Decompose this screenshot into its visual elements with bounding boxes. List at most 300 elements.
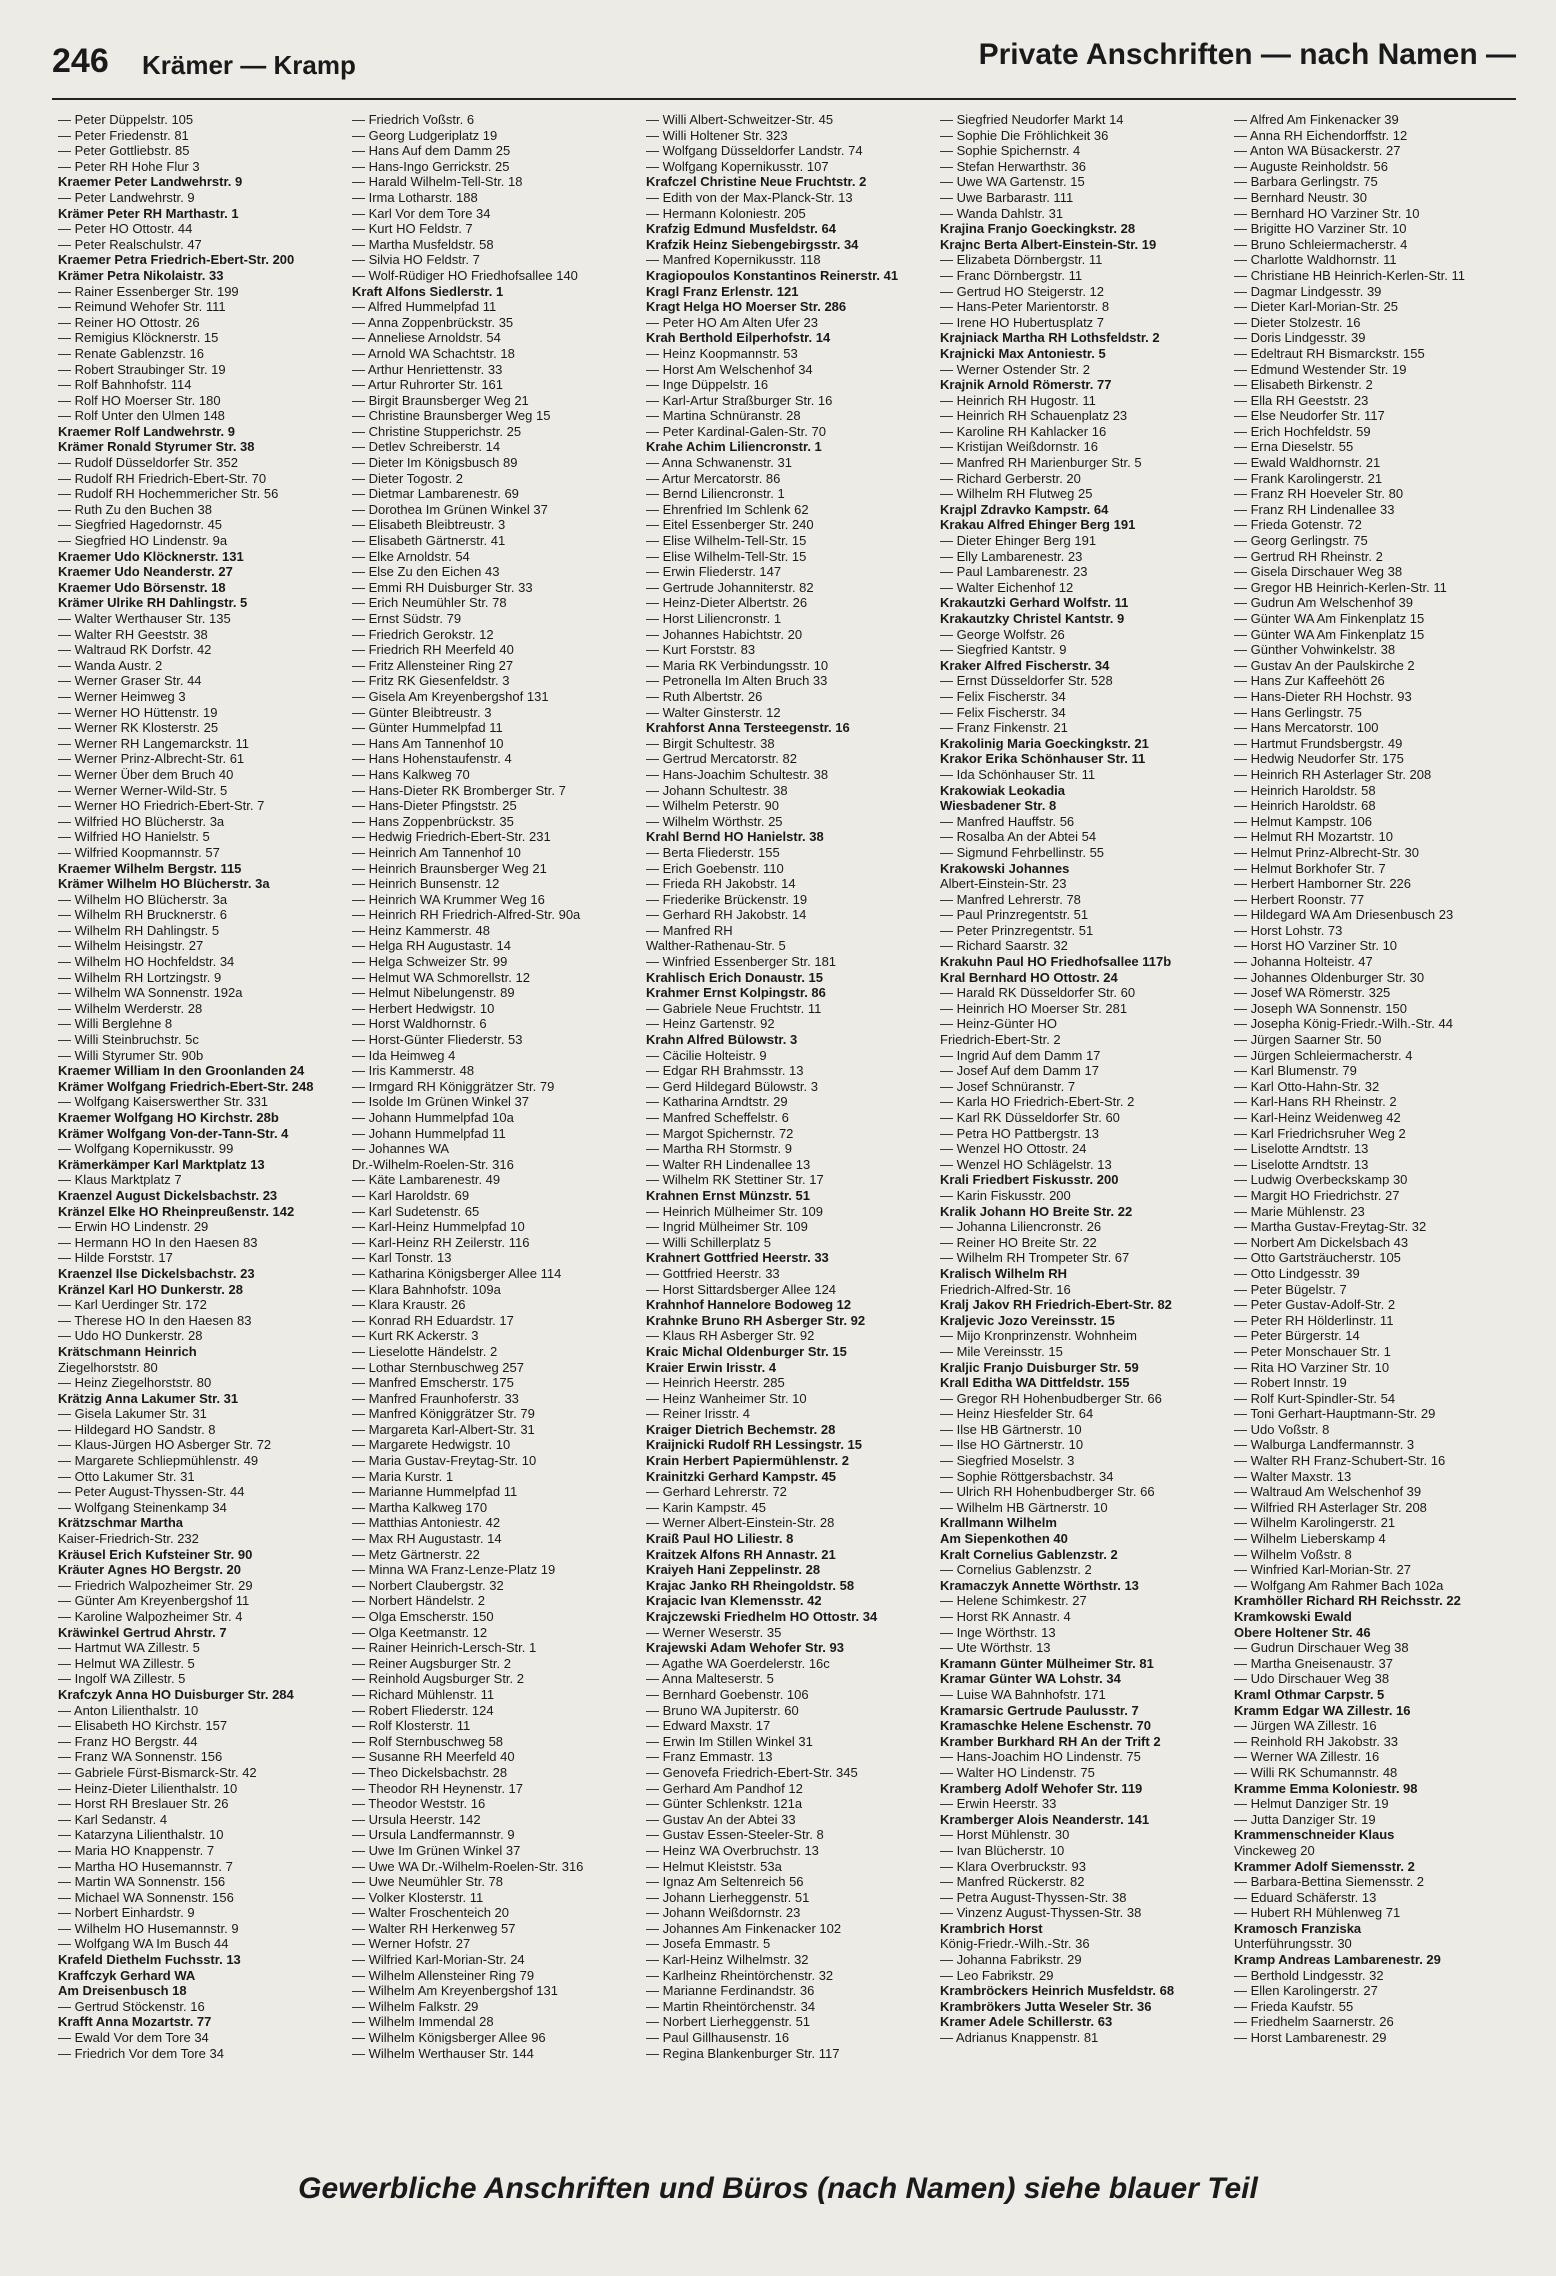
listing-entry: — Gudrun Am Welschenhof 39	[1234, 595, 1413, 611]
listing-entry: — Ludwig Overbeckskamp 30	[1234, 1172, 1408, 1188]
listing-entry: — Ehrenfried Im Schlenk 62	[646, 501, 809, 517]
listing-entry: Kragiopoulos Konstantinos Reinerstr. 41	[646, 267, 899, 283]
listing-entry: — Winfried Essenberger Str. 181	[646, 954, 837, 970]
listing-entry: — Paul Prinzregentstr. 51	[940, 907, 1089, 923]
listing-entry: — Dieter Stolzestr. 16	[1234, 314, 1361, 330]
listing-entry: — Wilhelm Falkstr. 29	[352, 1998, 479, 2014]
listing-entry: — Detlev Schreiberstr. 14	[352, 439, 501, 455]
listing-entry: — Wenzel HO Ottostr. 24	[940, 1141, 1087, 1157]
listing-entry: — Norbert Lierheggenstr. 51	[646, 2014, 811, 2030]
listing-entry: — Dorothea Im Grünen Winkel 37	[352, 501, 548, 517]
listing-entry: — Eduard Schäferstr. 13	[1234, 1889, 1377, 1905]
listing-entry: — Edith von der Max-Planck-Str. 13	[646, 189, 853, 205]
listing-entry: — Kristijan Weißdornstr. 16	[940, 439, 1098, 455]
listing-entry: Kral Bernhard HO Ottostr. 24	[940, 969, 1118, 985]
listing-entry: — Michael WA Sonnenstr. 156	[58, 1889, 234, 1905]
listing-entry: Kramkowski Ewald	[1234, 1609, 1352, 1624]
listing-entry: — Willi Holtener Str. 323	[646, 127, 788, 143]
listing-entry: — Hans Am Tannenhof 10	[352, 735, 504, 751]
listing-entry: Friedrich-Ebert-Str. 2	[940, 1032, 1061, 1048]
listing-entry: — Artur Ruhrorter Str. 161	[352, 377, 504, 393]
listing-entry: — Martha Gustav-Freytag-Str. 32	[1234, 1219, 1427, 1235]
listing-entry: — Gabriele Fürst-Bismarck-Str. 42	[58, 1764, 257, 1780]
listing-entry: — Heinrich Haroldstr. 58	[1234, 782, 1376, 798]
listing-entry: Kraml Othmar Carpstr. 5	[1234, 1686, 1385, 1702]
listing-entry: Krain Herbert Papiermühlenstr. 2	[646, 1453, 850, 1469]
listing-entry: — Heinrich WA Krummer Weg 16	[352, 891, 545, 907]
listing-entry: — Ella RH Geeststr. 23	[1234, 392, 1369, 408]
listing-entry: — Karl Sudetenstr. 65	[352, 1203, 480, 1219]
listing-entry: — Stefan Herwarthstr. 36	[940, 158, 1086, 174]
listing-entry: — Ingrid Mülheimer Str. 109	[646, 1219, 808, 1235]
listing-entry: Krafczyk Anna HO Duisburger Str. 284	[58, 1686, 294, 1702]
listing-entry: Kramp Andreas Lambarenestr. 29	[1234, 1952, 1441, 1968]
listing-entry: — Horst Sittardsberger Allee 124	[646, 1281, 837, 1297]
listing-entry: — Werner Prinz-Albrecht-Str. 61	[58, 751, 245, 767]
listing-entry: Kramm Edgar WA Zillestr. 16	[1234, 1702, 1411, 1718]
listing-entry: Krajnik Arnold Römerstr. 77	[940, 377, 1112, 393]
listing-entry: — Karl Sedanstr. 4	[58, 1811, 168, 1827]
listing-entry: — Johann Weißdornstr. 23	[646, 1905, 801, 1921]
listing-entry: — Rolf Klosterstr. 11	[352, 1718, 471, 1734]
listing-entry: — Helmut Nibelungenstr. 89	[352, 985, 515, 1001]
listing-entry: Krafeld Diethelm Fuchsstr. 13	[58, 1952, 241, 1968]
listing-entry: — Heinrich Haroldstr. 68	[1234, 798, 1376, 814]
listing-entry: — Heinrich RH Schauenplatz 23	[940, 408, 1128, 424]
listing-entry: — Irma Lotharstr. 188	[352, 189, 478, 205]
listing-entry: — Wilhelm Werderstr. 28	[58, 1000, 203, 1016]
listing-entry: — Uwe WA Dr.-Wilhelm-Roelen-Str. 316	[352, 1858, 584, 1874]
listing-entry: — Wilhelm Wörthstr. 25	[646, 813, 783, 829]
listing-entry: — Ilse HB Gärtnerstr. 10	[940, 1421, 1082, 1437]
listing-entry: Krätzig Anna Lakumer Str. 31	[58, 1390, 239, 1406]
listing-entry: — Klaus RH Asberger Str. 92	[646, 1328, 815, 1344]
listing-entry: Krämer Petra Nikolaistr. 33	[58, 267, 224, 283]
listing-entry: — Isolde Im Grünen Winkel 37	[352, 1094, 530, 1110]
listing-entry: Kraenzel August Dickelsbachstr. 23	[58, 1187, 278, 1203]
listing-entry: Unterführungsstr. 30	[1234, 1936, 1352, 1952]
listing-entry: — Jürgen Schleiermacherstr. 4	[1234, 1047, 1413, 1063]
listing-entry: Kraffczyk Gerhard WA	[58, 1967, 196, 1983]
listing-entry: — Hans Zur Kaffeehött 26	[1234, 673, 1385, 689]
listing-entry: Am Dreisenbusch 18	[58, 1983, 187, 1999]
listing-entry: — Peter Monschauer Str. 1	[1234, 1343, 1391, 1359]
listing-entry: — Luise WA Bahnhofstr. 171	[940, 1686, 1106, 1702]
listing-entry: — Peter Landwehrstr. 9	[58, 189, 195, 205]
listing-entry: — Martha Kalkweg 170	[352, 1499, 488, 1515]
listing-entry: — Werner Hofstr. 27	[352, 1936, 471, 1952]
listing-entry: — Werner RH Langemarckstr. 11	[58, 735, 249, 751]
listing-entry: Kraljic Franjo Duisburger Str. 59	[940, 1359, 1139, 1375]
listing-entry: — Marianne Hummelpfad 11	[352, 1484, 518, 1500]
listing-entry: Kraft Alfons Siedlerstr. 1	[352, 283, 504, 299]
listing-entry: Kraier Erwin Irisstr. 4	[646, 1359, 777, 1375]
listing-entry: — Martha RH Stormstr. 9	[646, 1141, 792, 1157]
listing-entry: — Käte Lambarenestr. 49	[352, 1172, 501, 1188]
listing-entry: — Elly Lambarenestr. 23	[940, 548, 1083, 564]
listing-entry: — Franz RH Lindenallee 33	[1234, 501, 1395, 517]
listing-entry: — Berta Fliederstr. 155	[646, 844, 780, 860]
listing-entry: — Lothar Sternbuschweg 257	[352, 1359, 524, 1375]
listing-entry: Krajczewski Friedhelm HO Ottostr. 34	[646, 1609, 878, 1624]
listing-entry: — Inge Wörthstr. 13	[940, 1624, 1056, 1640]
listing-entry: — Rosalba An der Abtei 54	[940, 829, 1097, 845]
listing-entry: — Gregor HB Heinrich-Kerlen-Str. 11	[1234, 579, 1447, 595]
listing-entry: — Wilhelm HB Gärtnerstr. 10	[940, 1499, 1108, 1515]
listing-entry: — Kurt HO Feldstr. 7	[352, 221, 473, 237]
listing-entry: — Günther Vohwinkelstr. 38	[1234, 642, 1396, 658]
listing-entry: — Wilhelm RH Flutweg 25	[940, 486, 1093, 502]
listing-entry: — Wilhelm Allensteiner Ring 79	[352, 1967, 535, 1983]
listing-entry: — Charlotte Waldhornstr. 11	[1234, 252, 1397, 268]
listing-entry: — Walter RH Lindenallee 13	[646, 1156, 811, 1172]
page-header	[52, 38, 1516, 100]
listing-entry: — Wilhelm Am Kreyenbergshof 131	[352, 1983, 558, 1999]
listing-entry: — Franz RH Hoeveler Str. 80	[1234, 486, 1404, 502]
listing-entry: — Helene Schimkestr. 27	[940, 1593, 1087, 1609]
listing-entry: — Siegfried Moselstr. 3	[940, 1453, 1075, 1469]
listing-entry: — Werner Graser Str. 44	[58, 673, 202, 689]
listing-entry: — Manfred Emscherstr. 175	[352, 1375, 514, 1391]
listing-entry: Krammer Adolf Siemensstr. 2	[1234, 1858, 1415, 1874]
listing-entry: — Helmut WA Schmorellstr. 12	[352, 969, 530, 985]
listing-entry: Krämer Peter RH Marthastr. 1	[58, 205, 239, 221]
footer-note: Gewerbliche Anschriften und Büros (nach Namen) siehe blauer Teil	[298, 2172, 1258, 2205]
listing-entry: Kralisch Wilhelm RH	[940, 1265, 1068, 1281]
listing-entry: — Johann Hummelpfad 11	[352, 1125, 506, 1141]
listing-entry: Kraemer Udo Klöcknerstr. 131	[58, 548, 244, 564]
listing-entry: — Bruno WA Jupiterstr. 60	[646, 1702, 799, 1718]
listing-entry: — Karl RK Düsseldorfer Str. 60	[940, 1110, 1120, 1125]
listing-entry: Am Siepenkothen 40	[940, 1531, 1068, 1547]
listing-entry: — Hermann HO In den Haesen 83	[58, 1234, 258, 1250]
listing-entry: — Karl-Hans RH Rheinstr. 2	[1234, 1094, 1397, 1110]
listing-entry: — Paul Lambarenestr. 23	[940, 564, 1088, 580]
listing-entry: — Ulrich RH Hohenbudberger Str. 66	[940, 1484, 1155, 1500]
listing-entry: — Josepha König-Friedr.-Wilh.-Str. 44	[1234, 1016, 1453, 1032]
listing-entry: — Olga Emscherstr. 150	[352, 1609, 494, 1624]
listing-entry: — Elke Arnoldstr. 54	[352, 548, 470, 564]
listing-entry: — Margarete Schliepmühlenstr. 49	[58, 1453, 259, 1469]
listing-entry: Kramar Günter WA Lohstr. 34	[940, 1671, 1121, 1687]
listing-entry: Krajewski Adam Wehofer Str. 93	[646, 1640, 844, 1656]
listing-entry: Kränzel Karl HO Dunkerstr. 28	[58, 1281, 243, 1297]
listing-entry: — Siegfried Kantstr. 9	[940, 642, 1067, 658]
listing-entry: — Wilhelm HO Blücherstr. 3a	[58, 891, 228, 907]
listing-entry: Kraiyeh Hani Zeppelinstr. 28	[646, 1562, 821, 1578]
listing-entry: — Walter Froschenteich 20	[352, 1905, 510, 1921]
listing-entry: — Hans-Dieter RH Hochstr. 93	[1234, 688, 1412, 704]
listing-entry: Krahforst Anna Tersteegenstr. 16	[646, 720, 850, 736]
listing-entry: — Hedwig Neudorfer Str. 175	[1234, 751, 1404, 767]
listing-entry: — Barbara-Bettina Siemensstr. 2	[1234, 1874, 1425, 1890]
listing-entry: — Agathe WA Goerdelerstr. 16c	[646, 1655, 830, 1671]
listing-entry: — Dieter Togostr. 2	[352, 470, 464, 486]
listing-entry: — Horst Waldhornstr. 6	[352, 1016, 487, 1032]
listing-entry: — Sophie Die Fröhlichkeit 36	[940, 127, 1109, 143]
listing-entry: — Erwin Im Stillen Winkel 31	[646, 1733, 813, 1749]
listing-entry: Kraiß Paul HO Liliestr. 8	[646, 1531, 794, 1547]
listing-entry: — Norbert Claubergstr. 32	[352, 1577, 504, 1593]
listing-entry: — Erich Goebenstr. 110	[646, 860, 784, 876]
page-number: 246	[52, 42, 109, 80]
listing-entry: — Elisabeth Bleibtreustr. 3	[352, 517, 506, 533]
listing-entry: — Reiner Irisstr. 4	[646, 1406, 751, 1422]
listing-entry: — Gisela Dirschauer Weg 38	[1234, 564, 1403, 580]
listing-columns	[58, 112, 1516, 2162]
listing-entry: — Wilhelm Königsberger Allee 96	[352, 2030, 546, 2046]
listing-entry: — Christine Stupperichstr. 25	[352, 423, 522, 439]
listing-entry: Kräuter Agnes HO Bergstr. 20	[58, 1562, 242, 1578]
listing-entry: — Manfred Königgrätzer Str. 79	[352, 1406, 535, 1422]
listing-entry: — Heinz Koopmannstr. 53	[646, 345, 798, 361]
listing-entry: — Marianne Ferdinandstr. 36	[646, 1983, 815, 1999]
column-5	[1234, 112, 1516, 2162]
listing-entry: — Artur Mercatorstr. 86	[646, 470, 781, 486]
listing-entry: Obere Holtener Str. 46	[1234, 1624, 1371, 1640]
listing-entry: — Norbert Händelstr. 2	[352, 1593, 485, 1609]
listing-entry: — Siegfried Hagedornstr. 45	[58, 517, 223, 533]
listing-entry: — Horst Lohstr. 73	[1234, 922, 1343, 938]
listing-entry: Kraemer William In den Groonlanden 24	[58, 1063, 305, 1079]
listing-entry: — George Wolfstr. 26	[940, 626, 1065, 642]
listing-entry: — Maria HO Knappenstr. 7	[58, 1842, 215, 1858]
listing-entry: Kräusel Erich Kufsteiner Str. 90	[58, 1546, 253, 1562]
listing-entry: — Franz Emmastr. 13	[646, 1749, 773, 1765]
listing-entry: — Wolfgang Kopernikusstr. 99	[58, 1141, 234, 1157]
listing-entry: Kramaczyk Annette Wörthstr. 13	[940, 1577, 1139, 1593]
listing-entry: — Olga Keetmanstr. 12	[352, 1624, 488, 1640]
listing-entry: — Marie Mühlenstr. 23	[1234, 1203, 1365, 1219]
listing-entry: — Horst RH Breslauer Str. 26	[58, 1796, 229, 1812]
listing-entry: — Konrad RH Eduardstr. 17	[352, 1312, 514, 1328]
listing-entry: — Friedrich Voßstr. 6	[352, 112, 475, 127]
listing-entry: — Gertrud Stöckenstr. 16	[58, 1998, 205, 2014]
listing-entry: — Gerd Hildegard Bülowstr. 3	[646, 1078, 818, 1094]
listing-entry: — Ursula Landfermannstr. 9	[352, 1827, 515, 1843]
listing-entry: — Katarzyna Lilienthalstr. 10	[58, 1827, 224, 1843]
listing-entry: Krahe Achim Liliencronstr. 1	[646, 439, 822, 455]
column-1	[58, 112, 340, 2162]
listing-entry: — Heinrich Am Tannenhof 10	[352, 844, 521, 860]
listing-entry: — Gertrud HO Steigerstr. 12	[940, 283, 1105, 299]
listing-entry: — Silvia HO Feldstr. 7	[352, 252, 480, 268]
listing-entry: — Sigmund Fehrbellinstr. 55	[940, 844, 1105, 860]
listing-entry: Krahnert Gottfried Heerstr. 33	[646, 1250, 829, 1266]
listing-entry: — Johanna Fabrikstr. 29	[940, 1952, 1082, 1968]
listing-entry: — Gustav An der Abtei 33	[646, 1811, 796, 1827]
listing-entry: Kramber Burkhard RH An der Trift 2	[940, 1733, 1161, 1749]
listing-entry: — Wilhelm RH Trompeter Str. 67	[940, 1250, 1130, 1266]
listing-entry: — Werner WA Zillestr. 16	[1234, 1749, 1380, 1765]
listing-entry: — Peter RH Hölderlinstr. 11	[1234, 1312, 1394, 1328]
listing-entry: — Richard Gerberstr. 20	[940, 470, 1081, 486]
listing-entry: — Klara Kraustr. 26	[352, 1297, 466, 1313]
listing-entry: — Volker Klosterstr. 11	[352, 1889, 484, 1905]
listing-entry: — Wanda Dahlstr. 31	[940, 205, 1064, 221]
listing-entry: — Friedrich Walpozheimer Str. 29	[58, 1577, 253, 1593]
listing-entry: Kraemer Petra Friedrich-Ebert-Str. 200	[58, 252, 295, 268]
listing-entry: — Leo Fabrikstr. 29	[940, 1967, 1054, 1983]
listing-entry: — Jürgen Saarner Str. 50	[1234, 1032, 1382, 1048]
listing-entry: — Katharina Königsberger Allee 114	[352, 1265, 562, 1281]
listing-entry: — Horst HO Varziner Str. 10	[1234, 938, 1398, 954]
listing-entry: — Dieter Im Königsbusch 89	[352, 455, 518, 471]
listing-entry: — Gregor RH Hohenbudberger Str. 66	[940, 1390, 1162, 1406]
listing-entry: Kramberg Adolf Wehofer Str. 119	[940, 1780, 1143, 1796]
listing-entry: — Bruno Schleiermacherstr. 4	[1234, 236, 1408, 252]
listing-entry: — Rolf Bahnhofstr. 114	[58, 377, 192, 393]
listing-entry: — Frieda Kaufstr. 55	[1234, 1998, 1354, 2014]
listing-entry: — Hans Auf dem Damm 25	[352, 143, 511, 159]
listing-entry: Krahlisch Erich Donaustr. 15	[646, 969, 824, 985]
listing-entry: — Reiner HO Breite Str. 22	[940, 1234, 1097, 1250]
listing-entry: — Felix Fischerstr. 34	[940, 688, 1066, 704]
listing-entry: Krall Editha WA Dittfeldstr. 155	[940, 1375, 1130, 1391]
listing-entry: — Manfred Lehrerstr. 78	[940, 891, 1081, 907]
listing-entry: — Johannes WA	[352, 1141, 450, 1157]
listing-entry: Kraiger Dietrich Bechemstr. 28	[646, 1421, 836, 1437]
listing-entry: — Johann Schultestr. 38	[646, 782, 788, 798]
listing-entry: Krahnhof Hannelore Bodoweg 12	[646, 1297, 852, 1313]
listing-entry: Kramann Günter Mülheimer Str. 81	[940, 1655, 1154, 1671]
listing-entry: — Ingolf WA Zillestr. 5	[58, 1671, 186, 1687]
listing-entry: — Manfred Kopernikusstr. 118	[646, 252, 821, 268]
listing-entry: Kaiser-Friedrich-Str. 232	[58, 1531, 199, 1547]
column-4	[940, 112, 1222, 2162]
listing-entry: — Rolf Unter den Ulmen 148	[58, 408, 225, 424]
listing-entry: Kramaschke Helene Eschenstr. 70	[940, 1718, 1152, 1734]
listing-entry: — Harald RK Düsseldorfer Str. 60	[940, 985, 1136, 1001]
listing-entry: — Ewald Vor dem Tore 34	[58, 2030, 209, 2046]
listing-entry: — Werner Heimweg 3	[58, 688, 186, 704]
listing-entry: Kraker Alfred Fischerstr. 34	[940, 657, 1110, 673]
listing-entry: Krakautzki Gerhard Wolfstr. 11	[940, 595, 1129, 611]
listing-entry: — Waltraud RK Dorfstr. 42	[58, 642, 212, 658]
listing-entry: Kraemer Rolf Landwehrstr. 9	[58, 423, 235, 439]
listing-entry: — Karl-Heinz RH Zeilerstr. 116	[352, 1234, 530, 1250]
listing-entry: — Minna WA Franz-Lenze-Platz 19	[352, 1562, 556, 1578]
listing-entry: — Peter Gustav-Adolf-Str. 2	[1234, 1297, 1396, 1313]
listing-entry: — Gabriele Neue Fruchtstr. 11	[646, 1000, 822, 1016]
listing-entry: — Manfred Scheffelstr. 6	[646, 1110, 789, 1125]
listing-entry: Albert-Einstein-Str. 23	[940, 876, 1067, 892]
listing-entry: — Rudolf Düsseldorfer Str. 352	[58, 455, 238, 471]
listing-entry: — Margot Spichernstr. 72	[646, 1125, 794, 1141]
listing-entry: — Anton WA Büsackerstr. 27	[1234, 143, 1401, 159]
listing-entry: — Walter Eichenhof 12	[940, 579, 1074, 595]
listing-entry: Krafzig Edmund Musfeldstr. 64	[646, 221, 836, 237]
listing-entry: — Friederike Brückenstr. 19	[646, 891, 808, 907]
listing-entry: — Rolf Sternbuschweg 58	[352, 1733, 504, 1749]
listing-entry: — Heinrich HO Moerser Str. 281	[940, 1000, 1128, 1016]
listing-entry: — Martin WA Sonnenstr. 156	[58, 1874, 226, 1890]
listing-entry: — Fritz Allensteiner Ring 27	[352, 657, 514, 673]
listing-entry: — Udo Dirschauer Weg 38	[1234, 1671, 1390, 1687]
listing-entry: — Erich Neumühler Str. 78	[352, 595, 507, 611]
listing-entry: Dr.-Wilhelm-Roelen-Str. 316	[352, 1156, 514, 1172]
listing-entry: — Werner HO Friedrich-Ebert-Str. 7	[58, 798, 265, 814]
listing-entry: — Gerhard Am Pandhof 12	[646, 1780, 803, 1796]
listing-entry: — Rainer Essenberger Str. 199	[58, 283, 239, 299]
column-2	[352, 112, 634, 2162]
listing-entry: — Karl Haroldstr. 69	[352, 1187, 470, 1203]
listing-entry: — Günter Bleibtreustr. 3	[352, 704, 492, 720]
listing-entry: — Wolf-Rüdiger HO Friedhofsallee 140	[352, 267, 578, 283]
listing-entry: — Horst Am Welschenhof 34	[646, 361, 813, 377]
listing-entry: — Richard Saarstr. 32	[940, 938, 1068, 954]
listing-entry: — Udo HO Dunkerstr. 28	[58, 1328, 203, 1344]
listing-entry: — Bernd Liliencronstr. 1	[646, 486, 785, 502]
listing-entry: — Ruth Zu den Buchen 38	[58, 501, 212, 517]
listing-entry: — Fritz RK Giesenfeldstr. 3	[352, 673, 510, 689]
listing-entry: — Helga RH Augustastr. 14	[352, 938, 511, 954]
listing-entry: — Manfred Hauffstr. 56	[940, 813, 1075, 829]
listing-entry: — Manfred RH	[646, 922, 733, 938]
listing-entry: — Heinrich Braunsberger Weg 21	[352, 860, 547, 876]
listing-entry: — Hans-Dieter RK Bromberger Str. 7	[352, 782, 566, 798]
listing-entry: — Wenzel HO Schlägelstr. 13	[940, 1156, 1112, 1172]
listing-entry: Krahmer Ernst Kolpingstr. 86	[646, 985, 826, 1001]
listing-entry: — Bernhard Neustr. 30	[1234, 189, 1367, 205]
listing-entry: — Otto Lakumer Str. 31	[58, 1468, 195, 1484]
listing-entry: — Ursula Heerstr. 142	[352, 1811, 481, 1827]
listing-entry: — Elizabeta Dörnbergstr. 11	[940, 252, 1103, 268]
listing-entry: — Hildegard WA Am Driesenbusch 23	[1234, 907, 1454, 923]
listing-entry: — Walter Werthauser Str. 135	[58, 611, 231, 626]
listing-entry: Krämer Wolfgang Von-der-Tann-Str. 4	[58, 1125, 289, 1141]
listing-entry: Kränzel Elke HO Rheinpreußenstr. 142	[58, 1203, 295, 1219]
listing-entry: — Heinrich Mülheimer Str. 109	[646, 1203, 824, 1219]
listing-entry: — Friedrich RH Meerfeld 40	[352, 642, 514, 658]
listing-entry: Krajnicki Max Antoniestr. 5	[940, 345, 1106, 361]
listing-entry: Krätschmann Heinrich	[58, 1343, 197, 1359]
page-name-range: Krämer — Kramp	[142, 50, 356, 80]
listing-entry: — Christine Braunsberger Weg 15	[352, 408, 551, 424]
listing-entry: — Herbert Hamborner Str. 226	[1234, 876, 1412, 892]
listing-entry: Krahnen Ernst Münzstr. 51	[646, 1187, 810, 1203]
listing-entry: — Rolf Kurt-Spindler-Str. 54	[1234, 1390, 1396, 1406]
listing-entry: — Harald Wilhelm-Tell-Str. 18	[352, 174, 523, 190]
listing-entry: — Toni Gerhart-Hauptmann-Str. 29	[1234, 1406, 1436, 1422]
listing-entry: — Werner Über dem Bruch 40	[58, 766, 234, 782]
listing-entry: — Walter HO Lindenstr. 75	[940, 1764, 1095, 1780]
listing-entry: — Paul Gillhausenstr. 16	[646, 2030, 790, 2046]
listing-entry: — Heinrich RH Hugostr. 11	[940, 392, 1096, 408]
listing-entry: — Hedwig Friedrich-Ebert-Str. 231	[352, 829, 551, 845]
listing-entry: Kraenzel Ilse Dickelsbachstr. 23	[58, 1265, 255, 1281]
listing-entry: — Elise Wilhelm-Tell-Str. 15	[646, 548, 807, 564]
listing-entry: — Gisela Am Kreyenbergshof 131	[352, 688, 549, 704]
listing-entry: — Hans-Joachim Schultestr. 38	[646, 766, 829, 782]
listing-entry: Krainitzki Gerhard Kampstr. 45	[646, 1468, 837, 1484]
listing-entry: Krakowiak Leokadia	[940, 782, 1065, 798]
listing-entry: — Peter HO Am Alten Ufer 23	[646, 314, 818, 330]
listing-entry: — Karoline RH Kahlacker 16	[940, 423, 1107, 439]
listing-entry: — Herbert Roonstr. 77	[1234, 891, 1365, 907]
listing-entry: — Georg Gerlingstr. 75	[1234, 533, 1368, 549]
listing-entry: — Bernhard Goebenstr. 106	[646, 1686, 809, 1702]
listing-entry: — Helmut Borkhofer Str. 7	[1234, 860, 1386, 876]
listing-entry: — Robert Straubinger Str. 19	[58, 361, 226, 377]
listing-entry: Kraljevic Jozo Vereinsstr. 15	[940, 1312, 1115, 1328]
listing-entry: — Peter August-Thyssen-Str. 44	[58, 1484, 245, 1500]
listing-entry: Krahl Bernd HO Hanielstr. 38	[646, 829, 824, 845]
listing-entry: — Willi Steinbruchstr. 5c	[58, 1032, 199, 1048]
listing-entry: Krajniack Martha RH Lothsfeldstr. 2	[940, 330, 1160, 346]
listing-entry: Kraemer Udo Börsenstr. 18	[58, 579, 226, 595]
listing-entry: — Horst RK Annastr. 4	[940, 1609, 1071, 1624]
